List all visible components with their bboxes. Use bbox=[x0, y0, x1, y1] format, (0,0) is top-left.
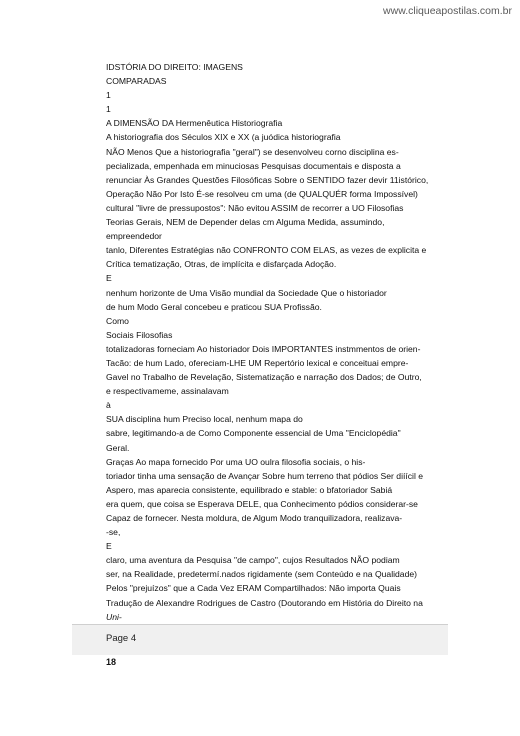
body-line: SUA disciplina hum Preciso local, nenhum mapa do bbox=[106, 414, 303, 425]
body-line: Graças Ao mapa fornecido Por uma UO oulra filosofia sociais, o his- bbox=[106, 456, 366, 467]
body-line: e respectivameme, assinalavam bbox=[106, 386, 229, 397]
body-line: cultural "livre de pressupostos": Não evitou ASSIM de recorrer a UO Filosofias bbox=[106, 202, 404, 213]
body-line: Capaz de fornecer. Nesta moldura, de Algum Modo tranquilizadora, realizava- bbox=[106, 513, 403, 523]
body-line: Crítica tematização, Otras, de implícita e disfarçada Adoção. bbox=[106, 259, 337, 270]
body-line: Teorias Gerais, NEM de Depender delas cm Alguma Medida, assumindo, bbox=[106, 217, 385, 228]
body-line: ser, na Realidade, predetermí.nados rigidamente (sem Conteúdo e na Qualidade) bbox=[106, 569, 417, 580]
body-line: E bbox=[106, 273, 112, 284]
body-line: toriador tinha uma sensação de Avançar Sobre hum terreno that pódios Ser diíícil e bbox=[106, 470, 424, 481]
body-line-italic: Uni- bbox=[106, 611, 122, 622]
body-line: Sociais Filosofias bbox=[106, 329, 173, 340]
body-line: à bbox=[106, 400, 111, 411]
body-line: Operação Não Por Isto É-se resolveu cm uma (de QUALQUÉR forma Impossível) bbox=[106, 188, 418, 199]
document-body bbox=[106, 60, 446, 638]
body-line: claro, uma aventura da Pesquisa "de campo", cujos Resultados NÃO podiam bbox=[106, 555, 400, 566]
body-line: Tacão: de hum Lado, ofereciam-LHE UM Repertório lexical e conceituai empre- bbox=[106, 357, 409, 368]
body-line: IDSTÓRIA DO DIREITO: IMAGENS bbox=[106, 62, 243, 72]
page-number: 18 bbox=[106, 657, 117, 667]
body-line: renunciar Às Grandes Questões Filosóficas Sobre o SENTIDO fazer devir 11istórico, bbox=[106, 174, 429, 185]
body-line: sabre, legitimando-a de Como Componente essencial de Uma "Enciclopédia" bbox=[106, 428, 401, 439]
body-line: 1 bbox=[106, 104, 111, 115]
body-line: totalizadoras forneciam Ao historiador Dois IMPORTANTES instmmentos de orien- bbox=[106, 343, 421, 354]
body-line: Tradução de Alexandre Rodrigues de Castro (Doutorando em História do Direito na bbox=[106, 597, 423, 608]
body-line: Como bbox=[106, 315, 129, 326]
body-line: nenhum horizonte de Uma Visão mundial da Sociedade Que o historiador bbox=[106, 287, 387, 298]
body-line: E bbox=[106, 541, 112, 552]
body-line: tanlo, Diferentes Estratégias não CONFRONTO COM ELAS, as vezes de explicita e bbox=[106, 245, 427, 256]
body-line: Geral. bbox=[106, 442, 130, 453]
body-line: COMPARADAS bbox=[106, 76, 167, 87]
body-line: pecializada, empenhada em minuciosas Pesquisas documentais e disposta a bbox=[106, 160, 401, 171]
body-line: NÃO Menos Que a historiografia "geral") se desenvolveu corno disciplina es- bbox=[106, 146, 399, 157]
body-line: Gavel no Trabalho de Revelação, Sistematização e narração dos Dados; de Outro, bbox=[106, 372, 422, 383]
body-line: empreendedor bbox=[106, 231, 162, 242]
body-line: Pelos "prejuízos" que a Cada Vez ERAM Compartilhados: Não importa Quais bbox=[106, 583, 401, 594]
body-line: de hum Modo Geral concebeu e praticou SUA Profissão. bbox=[106, 301, 322, 312]
body-line: 1 bbox=[106, 90, 111, 101]
page-label: Page 4 bbox=[106, 633, 137, 644]
body-line: -se, bbox=[106, 527, 121, 538]
body-line: Aspero, mas aparecia consistente, equilibrado e stable: o bfatoriador Sabiá bbox=[106, 484, 393, 495]
site-url[interactable]: www.cliqueapostilas.com.br bbox=[383, 5, 512, 17]
body-line: era quem, que coisa se Esperava DELE, qua Conhecimento pódios considerar-se bbox=[106, 498, 418, 509]
body-line: A DIMENSÃO DA Hermenêutica Historiografia bbox=[106, 118, 283, 129]
body-line: A historiografia dos Séculos XIX e XX (a juódica historiografia bbox=[106, 132, 341, 143]
